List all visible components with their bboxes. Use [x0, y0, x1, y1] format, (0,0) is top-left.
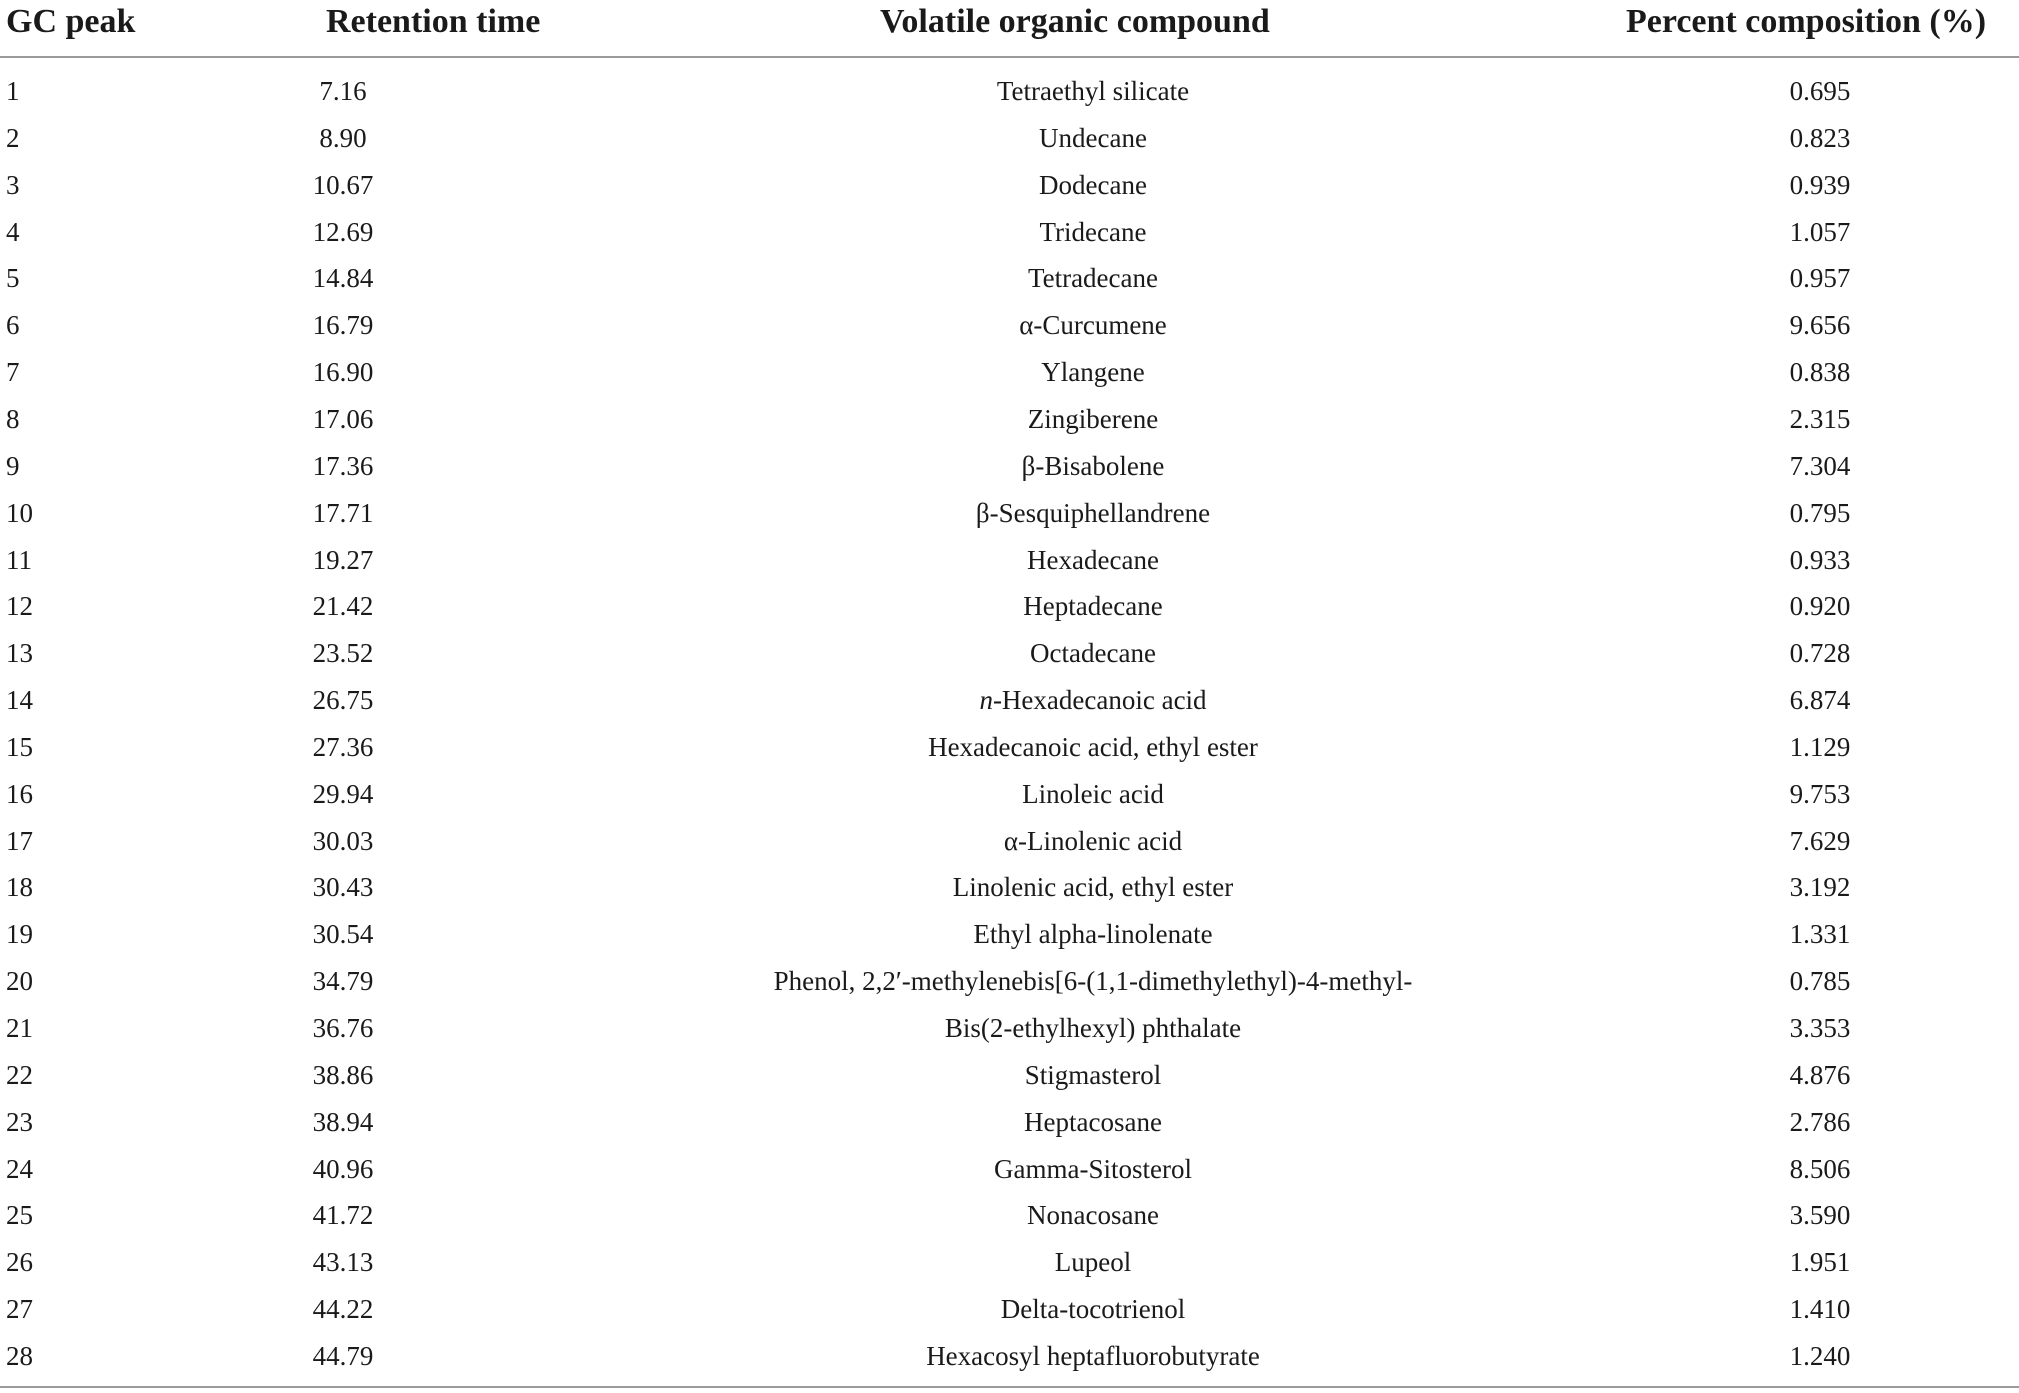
cell-percent: 0.933 — [1789, 544, 1851, 575]
cell-retention-time: 17.36 — [312, 450, 374, 481]
cell-percent: 3.353 — [1789, 1013, 1851, 1043]
cell-percent: 0.939 — [1789, 169, 1851, 200]
cell-gc-peak: 22 — [6, 1059, 33, 1090]
table-row — [0, 396, 2019, 442]
cell-percent: 0.823 — [1789, 122, 1851, 153]
cell-percent: 7.629 — [1789, 825, 1851, 856]
cell-compound: Linoleic acid — [1022, 778, 1164, 809]
table-row — [0, 255, 2019, 301]
cell-retention-time: 38.86 — [312, 1059, 374, 1090]
compound-italic-prefix: n — [979, 685, 993, 716]
cell-percent: 1.240 — [1789, 1340, 1851, 1371]
cell-gc-peak: 25 — [6, 1200, 33, 1231]
cell-compound: Linolenic acid, ethyl ester — [952, 872, 1234, 903]
cell-retention-time: 19.27 — [312, 544, 374, 575]
cell-retention-time: 36.76 — [312, 1013, 374, 1043]
cell-gc-peak: 15 — [6, 731, 33, 762]
cell-gc-peak: 19 — [6, 919, 33, 950]
cell-gc-peak: 26 — [6, 1247, 33, 1278]
cell-retention-time: 38.94 — [312, 1106, 374, 1137]
cell-percent: 2.786 — [1789, 1106, 1851, 1137]
table-row — [0, 115, 2019, 161]
cell-retention-time: 17.06 — [312, 403, 374, 434]
table-row — [0, 911, 2019, 957]
cell-compound: β-Sesquiphellandrene — [975, 497, 1211, 528]
cell-retention-time: 8.90 — [319, 122, 367, 153]
bottom-rule — [0, 1386, 2019, 1388]
cell-percent: 1.410 — [1789, 1294, 1851, 1325]
cell-percent: 1.129 — [1789, 731, 1851, 762]
cell-compound: Dodecane — [1039, 169, 1147, 200]
cell-gc-peak: 6 — [6, 310, 20, 341]
cell-compound: Nonacosane — [1027, 1200, 1159, 1231]
cell-compound: Tridecane — [1039, 216, 1147, 247]
cell-compound: β-Bisabolene — [1021, 450, 1165, 481]
table-row — [0, 1333, 2019, 1379]
cell-compound: α-Curcumene — [1019, 310, 1167, 341]
table-row — [0, 1052, 2019, 1098]
cell-retention-time: 27.36 — [312, 731, 374, 762]
cell-gc-peak: 27 — [6, 1294, 33, 1325]
cell-retention-time: 16.79 — [312, 310, 374, 341]
header-compound: Volatile organic compound — [880, 3, 1270, 40]
cell-gc-peak: 18 — [6, 872, 33, 903]
cell-gc-peak: 1 — [6, 76, 20, 106]
table-row — [0, 537, 2019, 583]
cell-gc-peak: 13 — [6, 638, 33, 669]
cell-percent: 3.590 — [1789, 1200, 1851, 1231]
table-row — [0, 1192, 2019, 1238]
cell-compound: Stigmasterol — [1024, 1059, 1162, 1090]
table-row — [0, 1099, 2019, 1145]
cell-gc-peak: 24 — [6, 1153, 33, 1184]
cell-gc-peak: 21 — [6, 1013, 33, 1043]
cell-retention-time: 26.75 — [312, 685, 374, 716]
cell-retention-time: 44.22 — [312, 1294, 374, 1325]
cell-retention-time: 30.43 — [312, 872, 374, 903]
table-row — [0, 864, 2019, 910]
cell-percent: 9.656 — [1789, 310, 1851, 341]
cell-retention-time: 10.67 — [312, 169, 374, 200]
cell-percent: 0.838 — [1789, 357, 1851, 388]
cell-percent: 9.753 — [1789, 778, 1851, 809]
cell-percent: 0.728 — [1789, 638, 1851, 669]
cell-compound: Hexadecanoic acid, ethyl ester — [928, 731, 1258, 762]
cell-percent: 0.795 — [1789, 497, 1851, 528]
table-row — [0, 490, 2019, 536]
header-percent: Percent composition (%) — [1626, 3, 1987, 40]
table-row — [0, 724, 2019, 770]
cell-retention-time: 21.42 — [312, 591, 374, 622]
cell-percent: 0.957 — [1789, 263, 1851, 294]
cell-compound: Hexadecane — [1027, 544, 1159, 575]
table-row — [0, 583, 2019, 629]
cell-retention-time: 40.96 — [312, 1153, 374, 1184]
cell-gc-peak: 2 — [6, 122, 20, 153]
cell-compound: Gamma-Sitosterol — [994, 1153, 1192, 1184]
table-row — [0, 443, 2019, 489]
table-row — [0, 1239, 2019, 1285]
cell-compound: Octadecane — [1030, 638, 1156, 669]
table-row — [0, 68, 2019, 114]
cell-compound: Ethyl alpha-linolenate — [973, 919, 1213, 950]
cell-gc-peak: 14 — [6, 685, 33, 716]
table-row — [0, 209, 2019, 255]
cell-compound: Tetraethyl silicate — [996, 76, 1190, 106]
table-row — [0, 818, 2019, 864]
cell-compound: Heptacosane — [1024, 1106, 1162, 1137]
cell-compound: Bis(2-ethylhexyl) phthalate — [944, 1013, 1242, 1043]
table-row — [0, 630, 2019, 676]
cell-retention-time: 12.69 — [312, 216, 374, 247]
table-row — [0, 1005, 2019, 1051]
cell-retention-time: 34.79 — [312, 966, 374, 997]
cell-retention-time: 43.13 — [312, 1247, 374, 1278]
cell-compound: Heptadecane — [1023, 591, 1163, 622]
cell-compound: Zingiberene — [1027, 403, 1159, 434]
table-row — [0, 958, 2019, 1004]
cell-compound: Hexacosyl heptafluorobutyrate — [926, 1340, 1260, 1371]
cell-percent: 6.874 — [1789, 685, 1851, 716]
table-row — [0, 1146, 2019, 1192]
cell-retention-time: 16.90 — [312, 357, 374, 388]
cell-gc-peak: 28 — [6, 1340, 33, 1371]
cell-gc-peak: 9 — [6, 450, 20, 481]
table-row — [0, 162, 2019, 208]
cell-gc-peak: 12 — [6, 591, 33, 622]
cell-percent: 4.876 — [1789, 1059, 1851, 1090]
cell-percent: 7.304 — [1789, 450, 1851, 481]
table-row — [0, 677, 2019, 723]
cell-compound: Undecane — [1039, 122, 1147, 153]
cell-gc-peak: 5 — [6, 263, 20, 294]
cell-retention-time: 17.71 — [312, 497, 374, 528]
cell-gc-peak: 23 — [6, 1106, 33, 1137]
cell-gc-peak: 4 — [6, 216, 20, 247]
cell-percent: 0.920 — [1789, 591, 1851, 622]
cell-gc-peak: 20 — [6, 966, 33, 997]
cell-compound: Lupeol — [1054, 1247, 1132, 1278]
table-row — [0, 771, 2019, 817]
table-row — [0, 302, 2019, 348]
cell-compound: Ylangene — [1041, 357, 1145, 388]
cell-retention-time: 7.16 — [319, 76, 367, 106]
table-row — [0, 1286, 2019, 1332]
cell-percent: 1.331 — [1789, 919, 1851, 950]
cell-compound: α-Linolenic acid — [1003, 825, 1183, 856]
cell-compound: Delta-tocotrienol — [1000, 1294, 1186, 1325]
table-header — [0, 0, 2019, 56]
cell-gc-peak: 17 — [6, 825, 33, 856]
header-rule — [0, 56, 2019, 58]
cell-percent: 8.506 — [1789, 1153, 1851, 1184]
cell-gc-peak: 11 — [6, 544, 32, 575]
cell-gc-peak: 7 — [6, 357, 20, 388]
cell-retention-time: 44.79 — [312, 1340, 374, 1371]
cell-percent: 3.192 — [1789, 872, 1851, 903]
cell-percent: 2.315 — [1789, 403, 1851, 434]
header-retention-time: Retention time — [326, 3, 541, 40]
cell-retention-time: 41.72 — [312, 1200, 374, 1231]
cell-retention-time: 30.03 — [312, 825, 374, 856]
cell-compound — [643, 677, 1543, 723]
header-gc-peak: GC peak — [6, 3, 136, 40]
cell-retention-time: 14.84 — [312, 263, 374, 294]
cell-gc-peak: 3 — [6, 169, 20, 200]
cell-retention-time: 23.52 — [312, 638, 374, 669]
cell-percent: 0.785 — [1789, 966, 1851, 997]
compound-name: -Hexadecanoic acid — [992, 685, 1207, 716]
cell-compound: Phenol, 2,2′-methylenebis[6-(1,1-dimethylethyl)-4-methyl- — [773, 966, 1413, 997]
cell-gc-peak: 8 — [6, 403, 20, 434]
cell-retention-time: 29.94 — [312, 778, 374, 809]
cell-compound: Tetradecane — [1027, 263, 1158, 294]
cell-retention-time: 30.54 — [312, 919, 374, 950]
cell-percent: 0.695 — [1789, 76, 1851, 106]
table-row — [0, 349, 2019, 395]
cell-gc-peak: 16 — [6, 778, 33, 809]
cell-gc-peak: 10 — [6, 497, 33, 528]
cell-percent: 1.951 — [1789, 1247, 1851, 1278]
cell-percent: 1.057 — [1789, 216, 1851, 247]
